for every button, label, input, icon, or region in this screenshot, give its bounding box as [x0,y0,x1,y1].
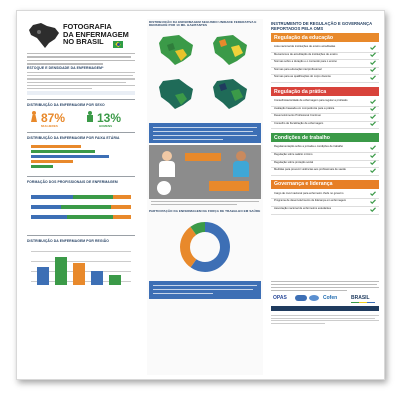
footer-text [271,281,379,291]
highlight-panel [149,123,261,143]
regulation-item: Mecanismos de acreditação de instituições de ensino [274,52,338,56]
male-label: HOMENS [99,124,113,128]
region-chart [27,247,135,291]
doctor-figure-icon [233,151,249,177]
regulation-item: Conselho/autoridade de enfermagem para regular a profissão [274,99,348,102]
regulation-item: Regulamentação sobre a jornada e condições de trabalho [274,145,344,149]
check-icon [370,153,376,158]
female-label: MULHERES [41,124,58,128]
training-heading: FORMAÇÃO DOS PROFISSIONAIS DE ENFERMAGEM [27,180,118,184]
instrument-title: INSTRUMENTO DE REGULAÇÃO E GOVERNANÇA REPORTADOS PELA OMS [271,21,372,31]
caption-text [151,201,259,205]
region-heading: DISTRIBUIÇÃO DA ENFERMAGEM POR REGIÃO [27,239,109,243]
age-bars [27,143,135,171]
title-line-2: DA ENFERMAGEM [63,29,129,39]
brasil-logo-stripe [351,302,375,303]
check-icon [370,114,376,119]
male-percent: 13% [97,111,122,125]
footnote-panel [149,281,261,299]
stock-heading: ESTOQUE E DENSIDADE DA ENFERMAGEM* [27,66,104,70]
check-icon [370,207,376,212]
regulation-item: Avaliação baseada em competência para a prática [274,106,335,110]
stock-text [27,72,135,89]
age-heading: DISTRIBUIÇÃO DA ENFERMAGEM POR FAIXA ETÁRIA [27,136,120,140]
intro-text [27,53,135,65]
divider [27,99,135,100]
density-bar [27,91,135,95]
regulation-item: Lista nacional de instituições de ensino acreditadas [274,45,336,48]
check-icon [370,168,376,173]
regulation-item: Programa de desenvolvimento de liderança em enfermagem [274,199,347,203]
divider [27,235,135,236]
male-figure-icon [87,111,93,122]
brazil-flag-icon [113,41,123,48]
brazil-state-map [153,31,257,119]
check-icon [370,52,376,57]
divider [27,132,135,133]
regulation-item: Medidas para prevenir violências aos profissionais de saúde [274,168,346,172]
check-icon [370,145,376,150]
logo-bar [271,306,379,311]
title-line-3: NO BRASIL [63,37,104,47]
section-header: Regulação da prática [271,87,379,96]
title-line-1: FOTOGRAFIA [63,22,112,31]
stat-circle [157,181,171,195]
brasil-logo: BRASIL [351,295,370,301]
nurse-figure-icon [159,151,175,177]
workforce-donut-chart [177,219,233,275]
cofen-logo: Cofen [323,295,338,301]
who-logo-icon [295,295,307,301]
regulation-item: Associação nacional de enfermeiros estudantes [274,207,332,210]
paho-logo-icon [309,295,319,301]
training-stacked-bars [27,189,135,229]
check-icon [370,99,376,104]
divider [27,176,135,177]
opas-logo: OPAS [273,295,287,301]
regulation-item: Normas sobre a duração e o conteúdo para o ensino [274,60,337,64]
section-header: Condições de trabalho [271,133,379,142]
regulation-item: Normas para as qualificações do corpo docente [274,75,331,79]
check-icon [370,60,376,65]
footer-small-text [271,315,379,324]
check-icon [370,199,376,204]
workforce-panel [149,145,261,199]
female-percent: 87% [41,111,66,125]
brazil-map-icon [27,21,61,49]
regulation-item: Desenvolvimento Profissional Contínuo [274,114,321,118]
check-icon [370,160,376,165]
map-heading: DISTRIBUIÇÃO DA ENFERMAGEM SEGUNDO UNIDADE FEDERATIVA E DENSIDADE POR 10 MIL HABITANTES [149,20,257,28]
check-icon [370,106,376,111]
orange-stat-box [185,153,221,161]
regulation-item: Regulação sobre salário mínimo [274,153,313,156]
section-header: Regulação da educação [271,33,379,42]
female-figure-icon [31,111,37,122]
check-icon [370,67,376,72]
middle-column [147,19,263,375]
check-icon [370,75,376,80]
regulation-item: Conselho de fiscalização de enfermagem [274,121,324,125]
right-column [271,19,379,375]
infographic-poster [16,10,385,380]
workforce-heading: PARTICIPAÇÃO DA ENFERMAGEM NA FORÇA DE TRABALHO EM SAÚDE [149,209,261,213]
sex-heading: DISTRIBUIÇÃO DA ENFERMAGEM POR SEXO [27,103,105,107]
regulation-item: Regulação sobre proteção social [274,160,314,164]
left-column [27,19,139,375]
section-header: Governança e liderança [271,180,379,189]
check-icon [370,121,376,126]
orange-stat-box [209,181,249,191]
regulation-item: Cargo de nível nacional para enfermeiro chefe no governo [274,191,344,195]
check-icon [370,45,376,50]
regulation-item: Normas para educação interprofissional [274,67,322,71]
check-icon [370,191,376,196]
